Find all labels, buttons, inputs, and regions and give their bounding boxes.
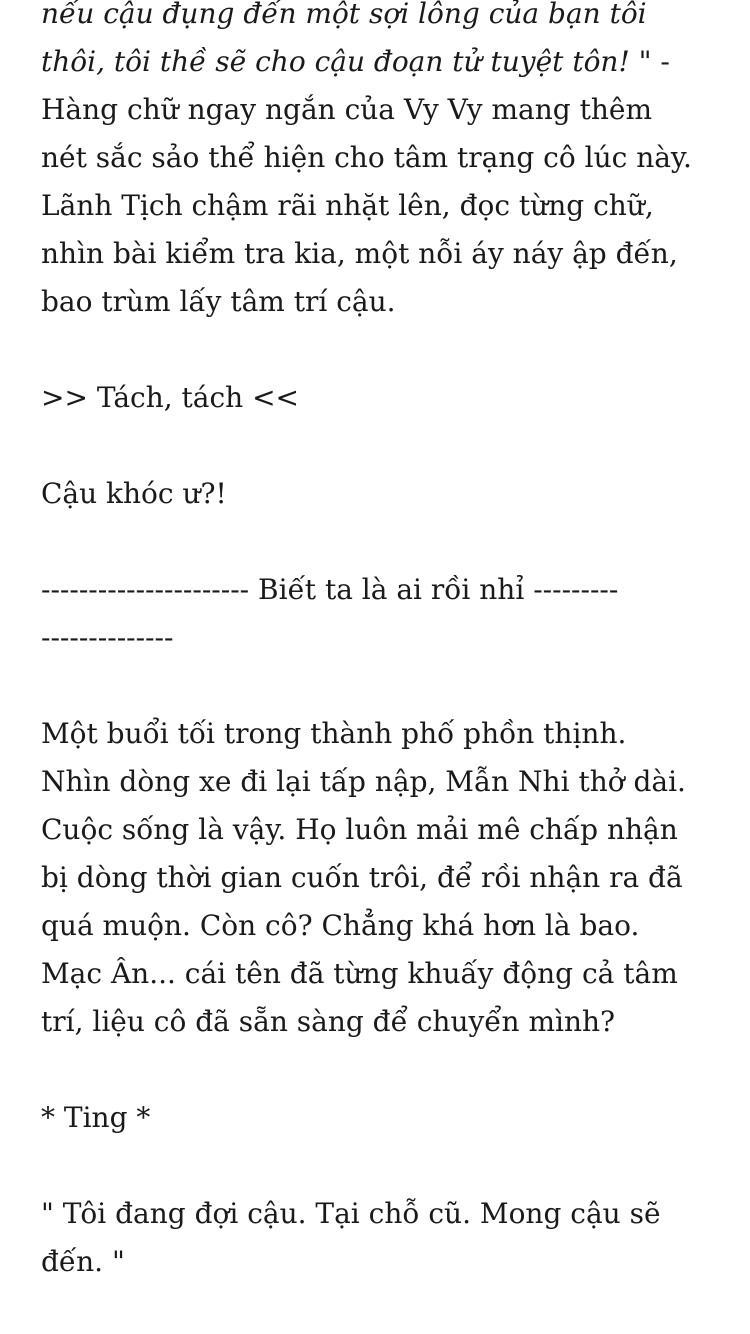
paragraph-gap [41,1046,701,1094]
sound-effect-line: >> Tách, tách << [41,381,300,414]
paragraph-evening: Một buổi tối trong thành phố phồn thịnh. Nhìn dòng xe đi lại tấp nập, Mẫn Nhi thở dài. Cuộc sống là vậy. Họ luôn mải mê chấp nhận bị dòng thời gian cuốn trôi, để rồi nhận ra đã quá muộn. Còn cô? Chẳng khá hơn là bao. Mạc Ân... cái tên đã từng khuấy động cả tâm trí, liệu cô đã sẵn sàng để chuyển mình? [41,717,686,1038]
message-line: " Tôi đang đợi cậu. Tại chỗ cũ. Mong cậu sẽ đến. " [41,1197,661,1278]
narration-text: - Hàng chữ ngay ngắn của Vy Vy mang thêm nét sắc sảo thể hiện cho tâm trạng cô lúc này. Lãnh Tịch chậm rãi nhặt lên, đọc từng chữ, nhìn bài kiểm tra kia, một nỗi áy náy ập đến, bao trùm lấy tâm trí cậu. [41,45,692,318]
section-separator-continued: -------------- [41,621,174,654]
paragraph-gap [41,1142,701,1190]
paragraph-gap [41,422,701,470]
section-separator: ---------------------- Biết ta là ai rồi nhỉ --------- [41,573,619,606]
question-line: Cậu khóc ư?! [41,477,227,510]
paragraph-gap [41,326,701,374]
paragraph-gap [41,662,701,710]
story-text [41,0,701,1286]
paragraph-letter [41,0,701,326]
letter-quote-text: nếu cậu đụng đến một sợi lông của bạn tôi thôi, tôi thề sẽ cho cậu đoạn tử tuyệt tôn! " [41,0,652,78]
paragraph-gap [41,518,701,566]
notification-sound-line: * Ting * [41,1101,151,1134]
